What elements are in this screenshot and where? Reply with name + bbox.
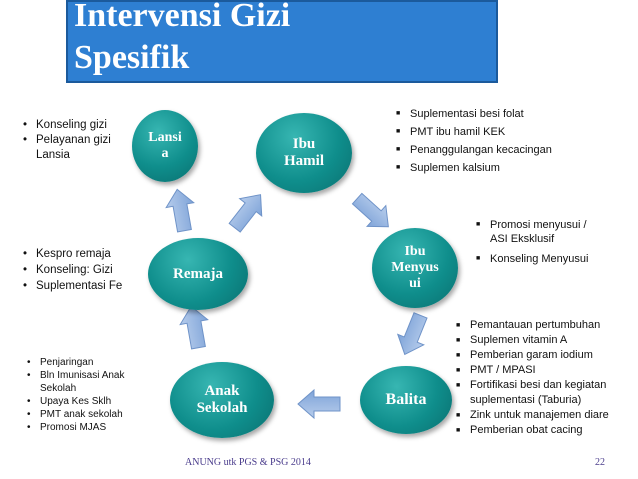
list-item: • Konseling: Gizi (22, 262, 152, 278)
node-anak-sekolah-line-1: Anak (204, 383, 240, 399)
list-item: • Kespro remaja (22, 246, 152, 262)
list-item: • Suplementasi Fe (22, 278, 152, 294)
node-balita (360, 366, 452, 434)
arrow-balita-to-anak (298, 390, 340, 418)
node-remaja-line-1: Remaja (173, 265, 223, 282)
arrow-remaja-to-hamil (224, 186, 272, 236)
list-item: • Konseling gizi (22, 118, 130, 133)
title-line-2: Spesifik (74, 39, 190, 76)
arrow-remaja-to-lansia (163, 187, 198, 233)
node-ibu-menyusui-line-3: ui (409, 276, 421, 291)
list-item: ■ Pemberian obat cacing (456, 423, 626, 438)
list-ibu-menyusui (476, 218, 606, 266)
list-item: ■ Konseling Menyusui (476, 252, 606, 266)
node-anak-sekolah (170, 362, 274, 438)
node-ibu-menyusui-line-1: Ibu (404, 244, 426, 259)
list-balita (456, 318, 626, 438)
list-item: ■ Pemantauan pertumbuhan (456, 318, 626, 333)
list-ibu-hamil (396, 105, 596, 177)
list-item: ■ PMT / MPASI (456, 363, 626, 378)
node-lansia (132, 110, 198, 182)
list-item: ■ PMT ibu hamil KEK (396, 123, 596, 141)
list-item: • Pelayanan gizi Lansia (22, 133, 130, 163)
arrow-hamil-to-menyusui (348, 188, 398, 237)
list-remaja (22, 246, 152, 294)
node-ibu-hamil-line-1: Ibu (292, 136, 316, 152)
node-ibu-menyusui (372, 228, 458, 308)
node-remaja (148, 238, 248, 310)
node-anak-sekolah-line-2: Sekolah (196, 400, 248, 416)
arrow-menyusui-to-balita (392, 310, 434, 359)
list-item: ■ Fortifikasi besi dan kegiatan suplementasi (Taburia) (456, 378, 626, 408)
list-lansia (22, 118, 130, 163)
list-item: • Promosi MJAS (26, 421, 152, 434)
list-item: ■ Suplemen kalsium (396, 159, 596, 177)
footer-text: ANUNG utk PGS & PSG 2014 (185, 457, 311, 468)
node-lansia-line-1: Lansi (148, 130, 182, 145)
list-item: • Upaya Kes Sklh (26, 395, 152, 408)
list-item: ■ Zink untuk manajemen diare (456, 408, 626, 423)
list-item: ■ Pemberian garam iodium (456, 348, 626, 363)
list-item: ■ Suplemen vitamin A (456, 333, 626, 348)
page-number: 22 (595, 457, 605, 468)
arrow-anak-to-remaja (177, 304, 212, 350)
list-item: ■ Promosi menyusui / ASI Eksklusif (476, 218, 606, 246)
list-item: ■ Suplementasi besi folat (396, 105, 596, 123)
node-ibu-hamil (256, 113, 352, 193)
node-lansia-line-2: a (161, 146, 169, 161)
list-item: • Penjaringan (26, 356, 152, 369)
node-ibu-menyusui-line-2: Menyus (391, 260, 439, 275)
list-item: • PMT anak sekolah (26, 408, 152, 421)
list-anak-sekolah (26, 356, 152, 434)
list-item: ■ Penanggulangan kecacingan (396, 141, 596, 159)
title-line-1: Intervensi Gizi (74, 0, 291, 34)
node-ibu-hamil-line-2: Hamil (284, 153, 324, 169)
list-item: • Bln Imunisasi Anak Sekolah (26, 369, 152, 395)
node-balita-line-1: Balita (385, 391, 427, 408)
